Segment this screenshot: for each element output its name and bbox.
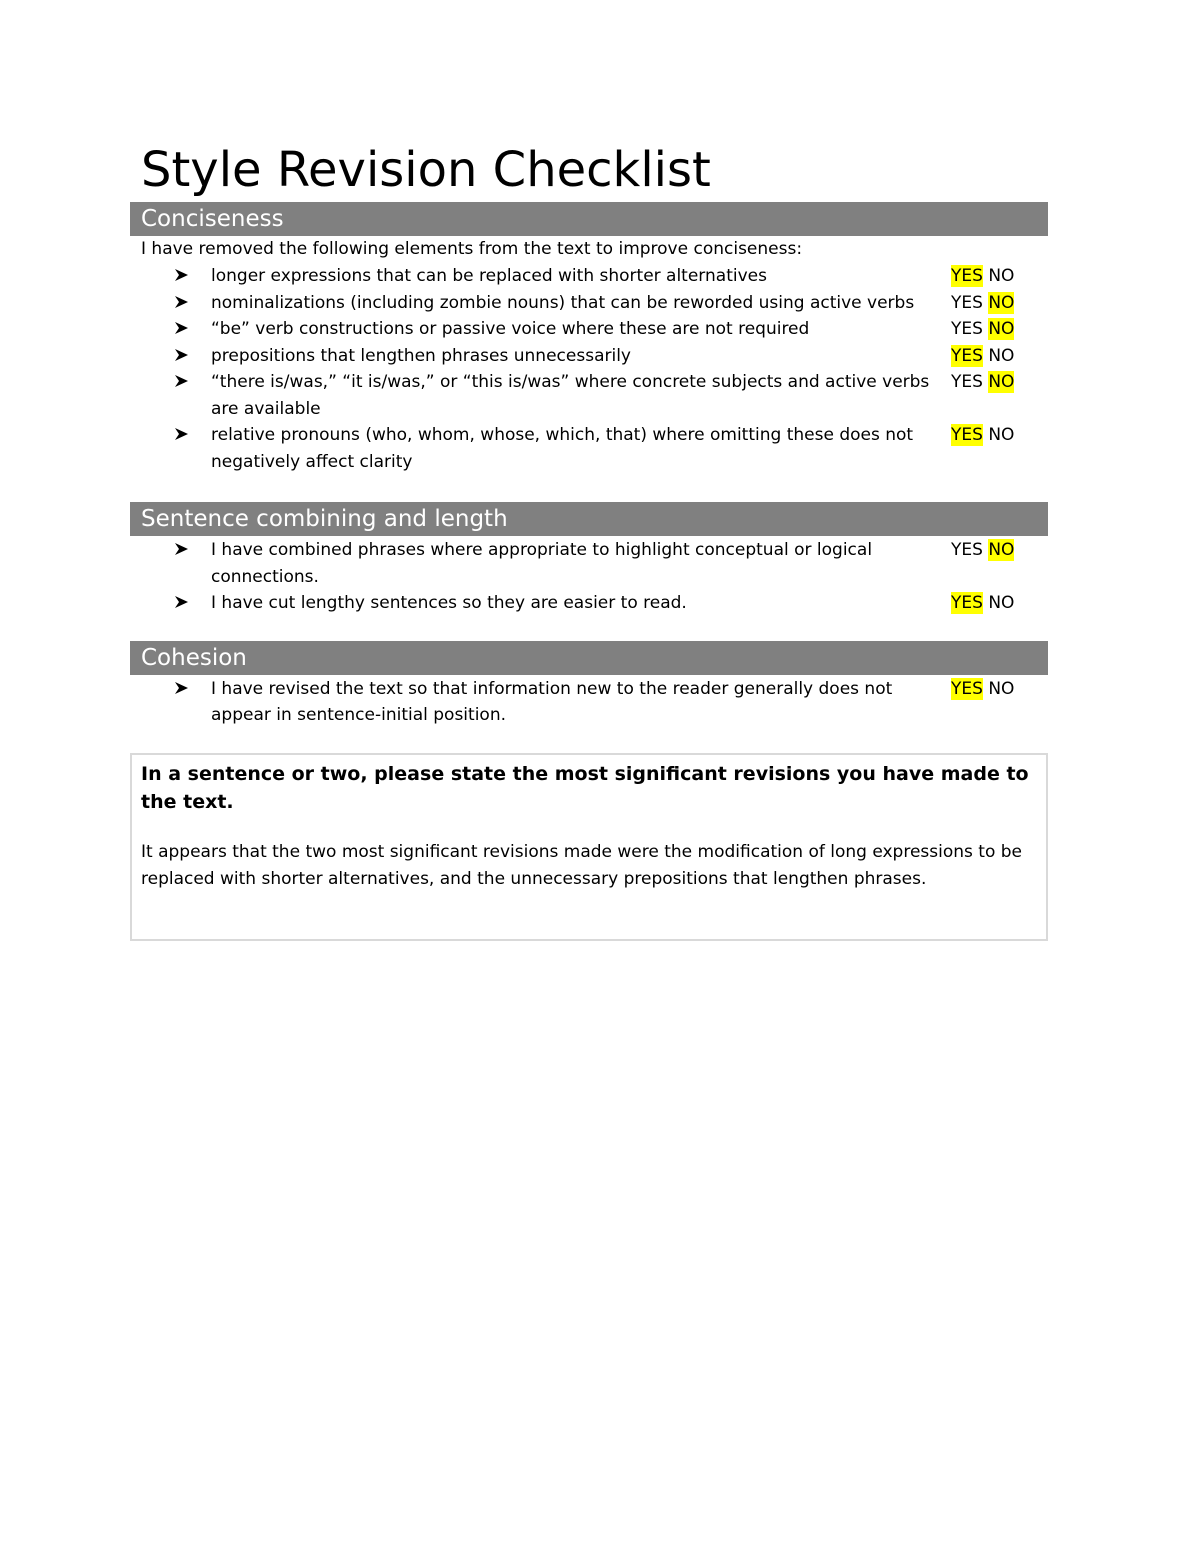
arrowhead-bullet-icon bbox=[130, 343, 211, 370]
arrowhead-bullet-icon bbox=[130, 590, 211, 617]
item-text: relative pronouns (who, whom, whose, which, that) where omitting these does not negatively affect clarity bbox=[211, 425, 914, 472]
summary-question: In a sentence or two, please state the most significant revisions you have made to the text. bbox=[141, 762, 1029, 813]
section-header-cohesion: Cohesion bbox=[130, 641, 1048, 675]
section-intro: I have removed the following elements from the text to improve conciseness: bbox=[141, 239, 803, 259]
checklist-page bbox=[130, 140, 1048, 941]
no-option[interactable]: NO bbox=[988, 266, 1015, 286]
yes-option[interactable]: YES bbox=[951, 319, 983, 339]
item-text: nominalizations (including zombie nouns) that can be reworded using active verbs bbox=[211, 292, 915, 313]
item-text: I have revised the text so that information new to the reader generally does not appear in sentence-initial position. bbox=[211, 678, 893, 725]
yes-option[interactable]: YES bbox=[951, 593, 983, 613]
item-text: “be” verb constructions or passive voice where these are not required bbox=[211, 319, 810, 339]
item-text: I have cut lengthy sentences so they are easier to read. bbox=[211, 593, 687, 613]
no-option[interactable]: NO bbox=[988, 540, 1015, 560]
checklist-item bbox=[130, 537, 1048, 590]
section-header-conciseness: Conciseness bbox=[130, 202, 1048, 236]
spacer bbox=[130, 617, 1048, 641]
no-option[interactable]: NO bbox=[988, 372, 1015, 392]
checklist-items-cohesion bbox=[130, 676, 1048, 729]
yes-option[interactable]: YES bbox=[951, 678, 983, 699]
summary-answer[interactable]: It appears that the two most significant revisions made were the modification of long expressions to be replaced with shorter alternatives, and the unnecessary prepositions that lengthen phrases. bbox=[141, 841, 1023, 889]
checklist-item bbox=[130, 676, 1048, 729]
yes-option[interactable]: YES bbox=[951, 345, 983, 366]
yes-no-answer bbox=[951, 290, 1048, 317]
yes-no-answer bbox=[951, 537, 1048, 590]
arrowhead-bullet-icon bbox=[130, 369, 211, 422]
checklist-item bbox=[130, 422, 1048, 475]
no-option[interactable]: NO bbox=[988, 678, 1015, 699]
yes-option[interactable]: YES bbox=[951, 266, 983, 286]
no-option[interactable]: NO bbox=[988, 319, 1015, 339]
yes-no-answer bbox=[951, 263, 1048, 290]
spacer bbox=[130, 475, 1048, 502]
yes-option[interactable]: YES bbox=[951, 292, 983, 313]
yes-option[interactable]: YES bbox=[951, 372, 983, 392]
checklist-item bbox=[130, 369, 1048, 422]
yes-no-answer bbox=[951, 590, 1048, 617]
arrowhead-bullet-icon bbox=[130, 290, 211, 317]
page-title: Style Revision Checklist bbox=[141, 142, 711, 198]
yes-option[interactable]: YES bbox=[951, 425, 983, 445]
yes-no-answer bbox=[951, 422, 1048, 475]
checklist-items-conciseness bbox=[130, 263, 1048, 475]
item-text: I have combined phrases where appropriate to highlight conceptual or logical connections. bbox=[211, 540, 873, 587]
yes-no-answer bbox=[951, 343, 1048, 370]
yes-no-answer bbox=[951, 369, 1048, 422]
no-option[interactable]: NO bbox=[988, 292, 1015, 313]
arrowhead-bullet-icon bbox=[130, 676, 211, 729]
no-option[interactable]: NO bbox=[988, 425, 1015, 445]
no-option[interactable]: NO bbox=[988, 345, 1015, 366]
section-header-sentence-combining: Sentence combining and length bbox=[130, 502, 1048, 536]
summary-box bbox=[130, 753, 1048, 941]
yes-option[interactable]: YES bbox=[951, 540, 983, 560]
arrowhead-bullet-icon bbox=[130, 422, 211, 475]
yes-no-answer bbox=[951, 316, 1048, 343]
arrowhead-bullet-icon bbox=[130, 537, 211, 590]
yes-no-answer bbox=[951, 676, 1048, 729]
checklist-item bbox=[130, 290, 1048, 317]
item-text: prepositions that lengthen phrases unnecessarily bbox=[211, 345, 631, 366]
checklist-item bbox=[130, 590, 1048, 617]
checklist-item bbox=[130, 316, 1048, 343]
item-text: longer expressions that can be replaced with shorter alternatives bbox=[211, 266, 767, 286]
item-text: “there is/was,” “it is/was,” or “this is/was” where concrete subjects and active verbs are available bbox=[211, 372, 930, 419]
arrowhead-bullet-icon bbox=[130, 316, 211, 343]
checklist-item bbox=[130, 343, 1048, 370]
no-option[interactable]: NO bbox=[988, 593, 1015, 613]
checklist-items-sentence-combining bbox=[130, 537, 1048, 617]
checklist-item bbox=[130, 263, 1048, 290]
arrowhead-bullet-icon bbox=[130, 263, 211, 290]
